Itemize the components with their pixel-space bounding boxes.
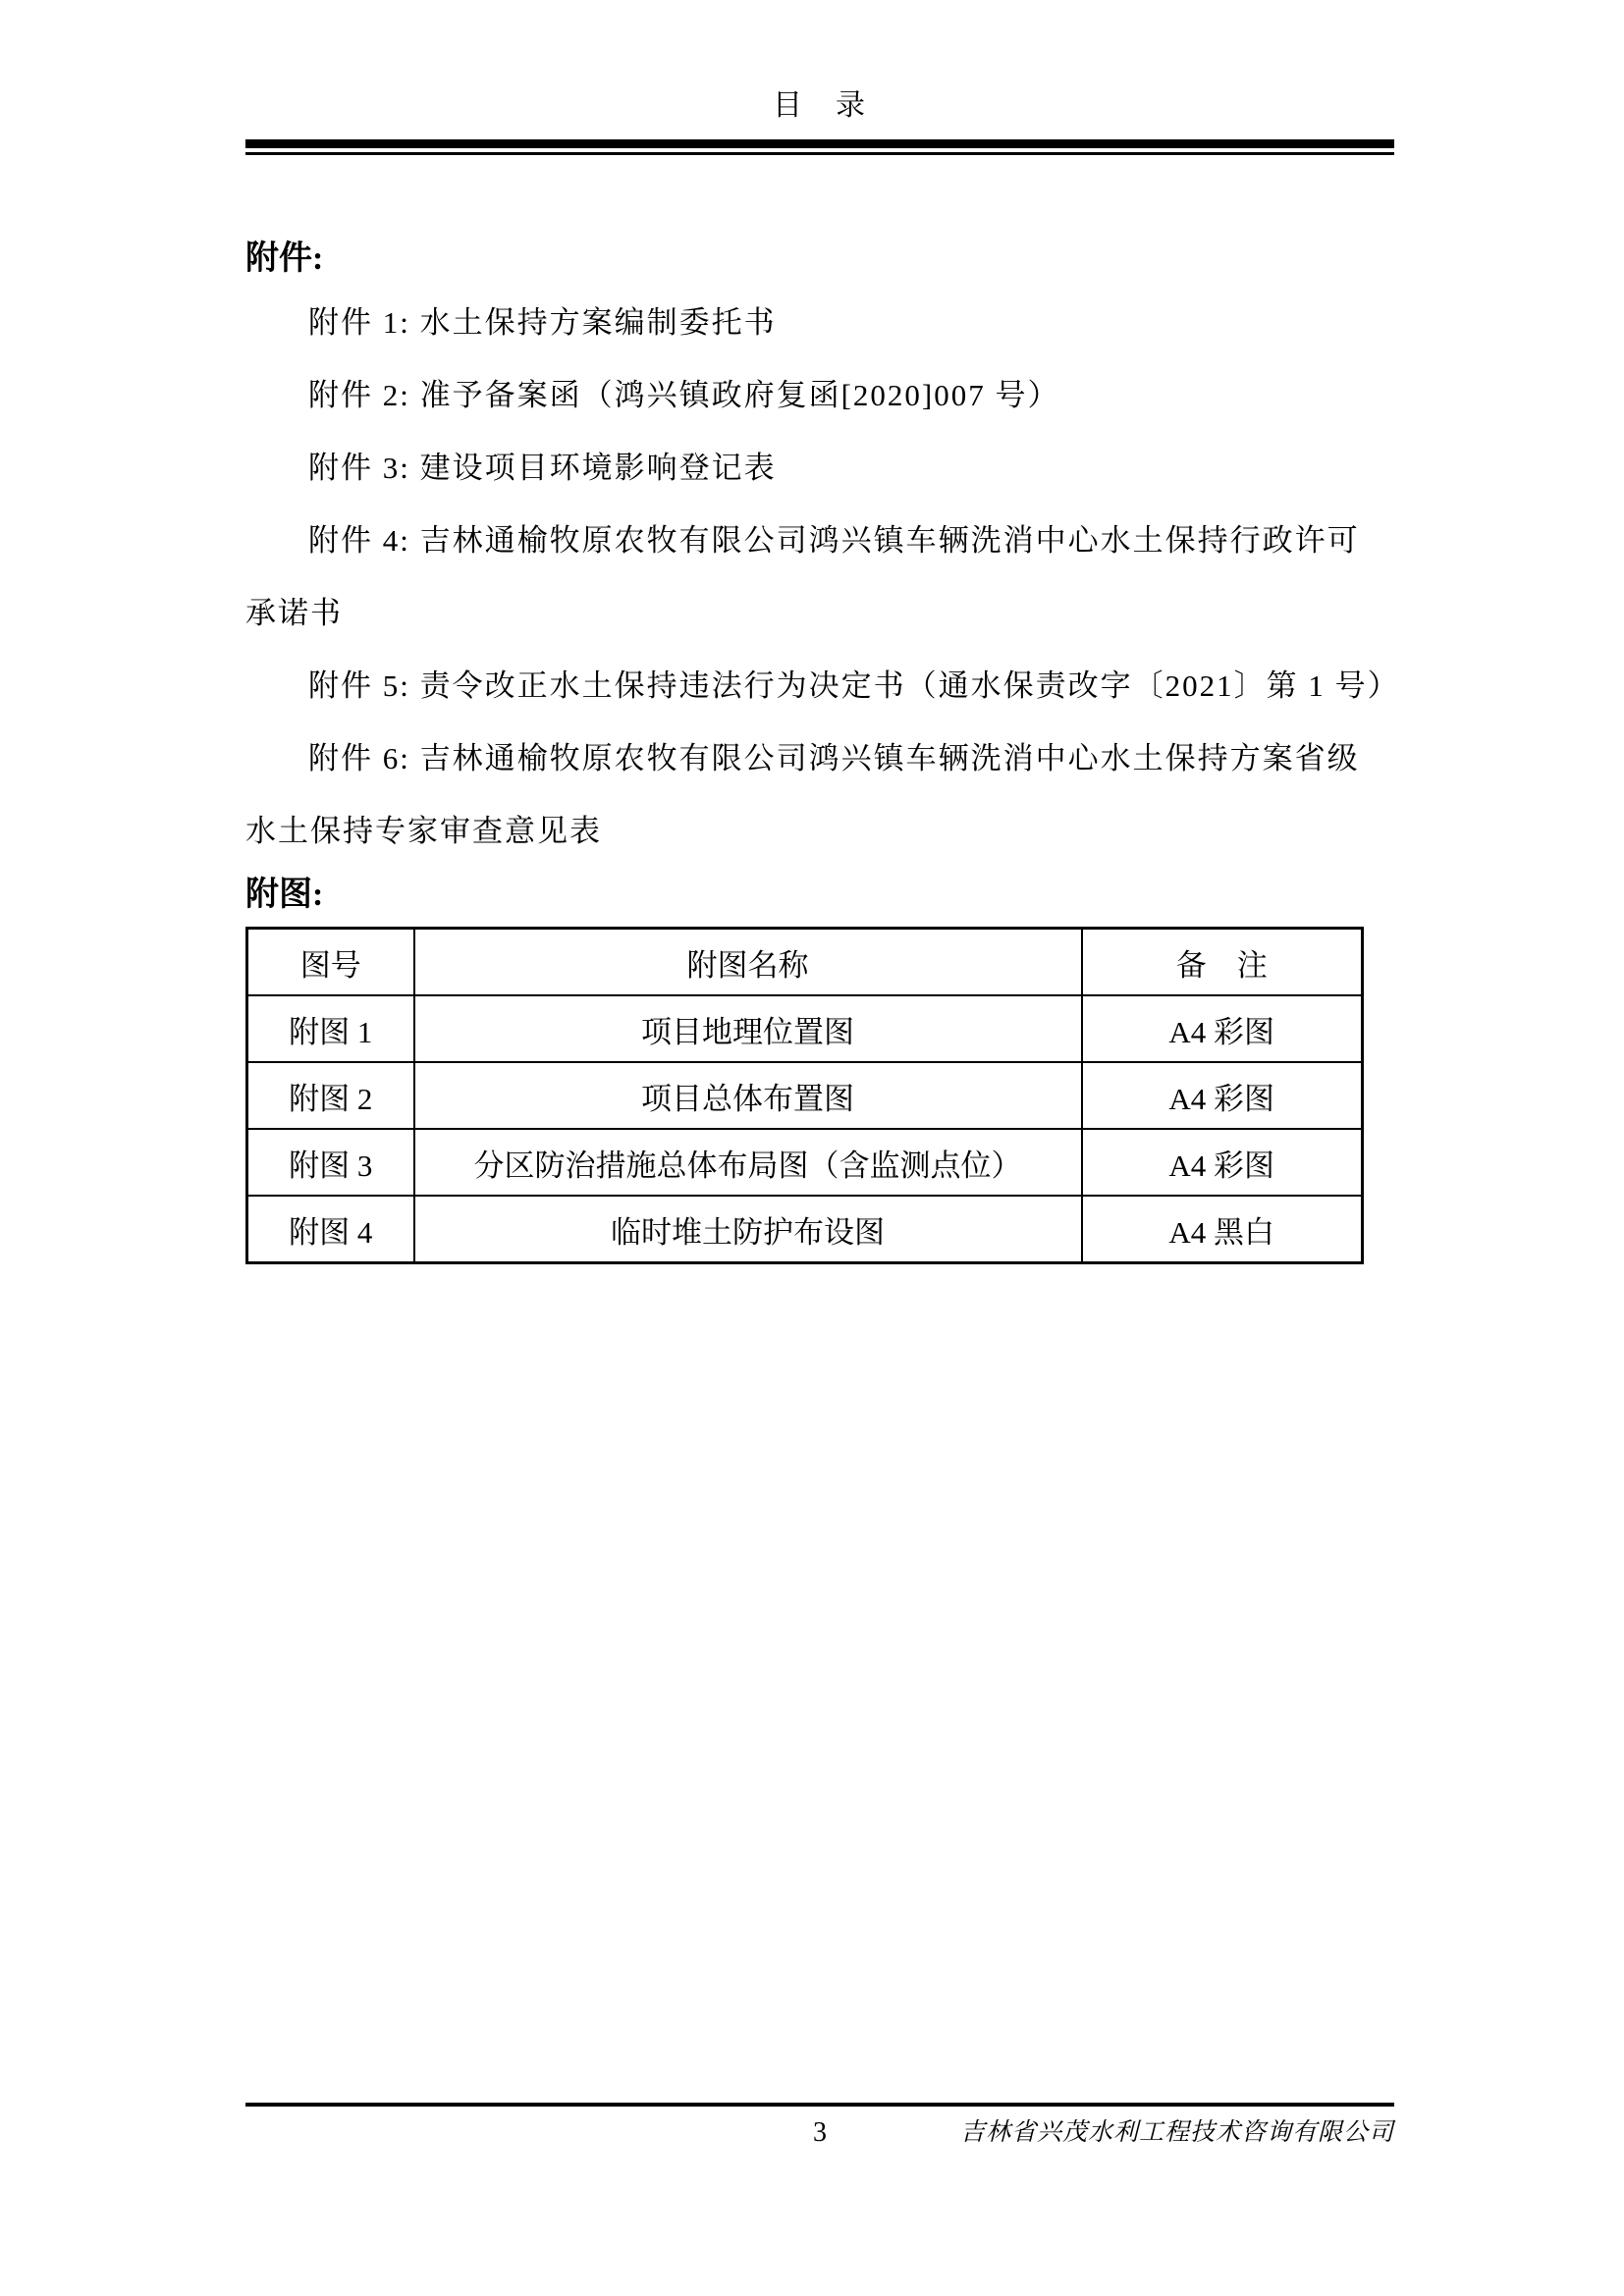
attachment-line-6: 附件 6: 吉林通榆牧原农牧有限公司鸿兴镇车辆洗消中心水土保持方案省级 (308, 741, 1360, 775)
footer-row (245, 2112, 1394, 2154)
attachment-line-5: 附件 5: 责令改正水土保持违法行为决定书（通水保责改字〔2021〕第 1 号） (308, 668, 1400, 703)
footer-rule (245, 2103, 1394, 2107)
attachment-line-4: 附件 4: 吉林通榆牧原农牧有限公司鸿兴镇车辆洗消中心水土保持行政许可 (308, 523, 1360, 558)
cell-figure-name: 分区防治措施总体布局图（含监测点位） (414, 1129, 1082, 1196)
cell-remark: A4 彩图 (1082, 1129, 1363, 1196)
cell-remark: A4 彩图 (1082, 1062, 1363, 1129)
attachment-line-3: 附件 3: 建设项目环境影响登记表 (308, 451, 777, 485)
column-header-figure-name: 附图名称 (414, 929, 1082, 996)
figures-heading: 附图: (245, 877, 324, 913)
page-content (245, 0, 1400, 1264)
cell-figure-no: 附图 4 (247, 1196, 414, 1263)
figures-table (245, 927, 1364, 1264)
cell-figure-name: 临时堆土防护布设图 (414, 1196, 1082, 1263)
footer-company-name: 吉林省兴茂水利工程技术咨询有限公司 (959, 2119, 1394, 2146)
attachment-line-2: 附件 2: 准予备案函（鸿兴镇政府复函[2020]007 号） (308, 378, 1060, 412)
page-footer (245, 2103, 1394, 2154)
attachment-line-1: 附件 1: 水土保持方案编制委托书 (308, 305, 777, 340)
cell-remark: A4 彩图 (1082, 995, 1363, 1062)
attachment-line-4-continuation: 承诺书 (245, 596, 343, 630)
cell-figure-no: 附图 2 (247, 1062, 414, 1129)
cell-figure-name: 项目总体布置图 (414, 1062, 1082, 1129)
table-row (247, 1062, 1363, 1129)
table-row (247, 1129, 1363, 1196)
header-rule-thick (245, 139, 1394, 148)
cell-figure-no: 附图 3 (247, 1129, 414, 1196)
cell-figure-no: 附图 1 (247, 995, 414, 1062)
cell-remark: A4 黑白 (1082, 1196, 1363, 1263)
attachments-heading: 附件: (245, 240, 324, 277)
table-row (247, 1196, 1363, 1263)
header-rule-thin (245, 152, 1394, 155)
page-number: 3 (813, 2117, 827, 2148)
cell-figure-name: 项目地理位置图 (414, 995, 1082, 1062)
table-row (247, 995, 1363, 1062)
attachment-line-6-continuation: 水土保持专家审查意见表 (245, 814, 602, 848)
column-header-figure-no: 图号 (247, 929, 414, 996)
table-header-row (247, 929, 1363, 996)
attachments-list (245, 287, 1400, 868)
column-header-remark: 备 注 (1082, 929, 1363, 996)
page-title: 目 录 (773, 89, 867, 122)
